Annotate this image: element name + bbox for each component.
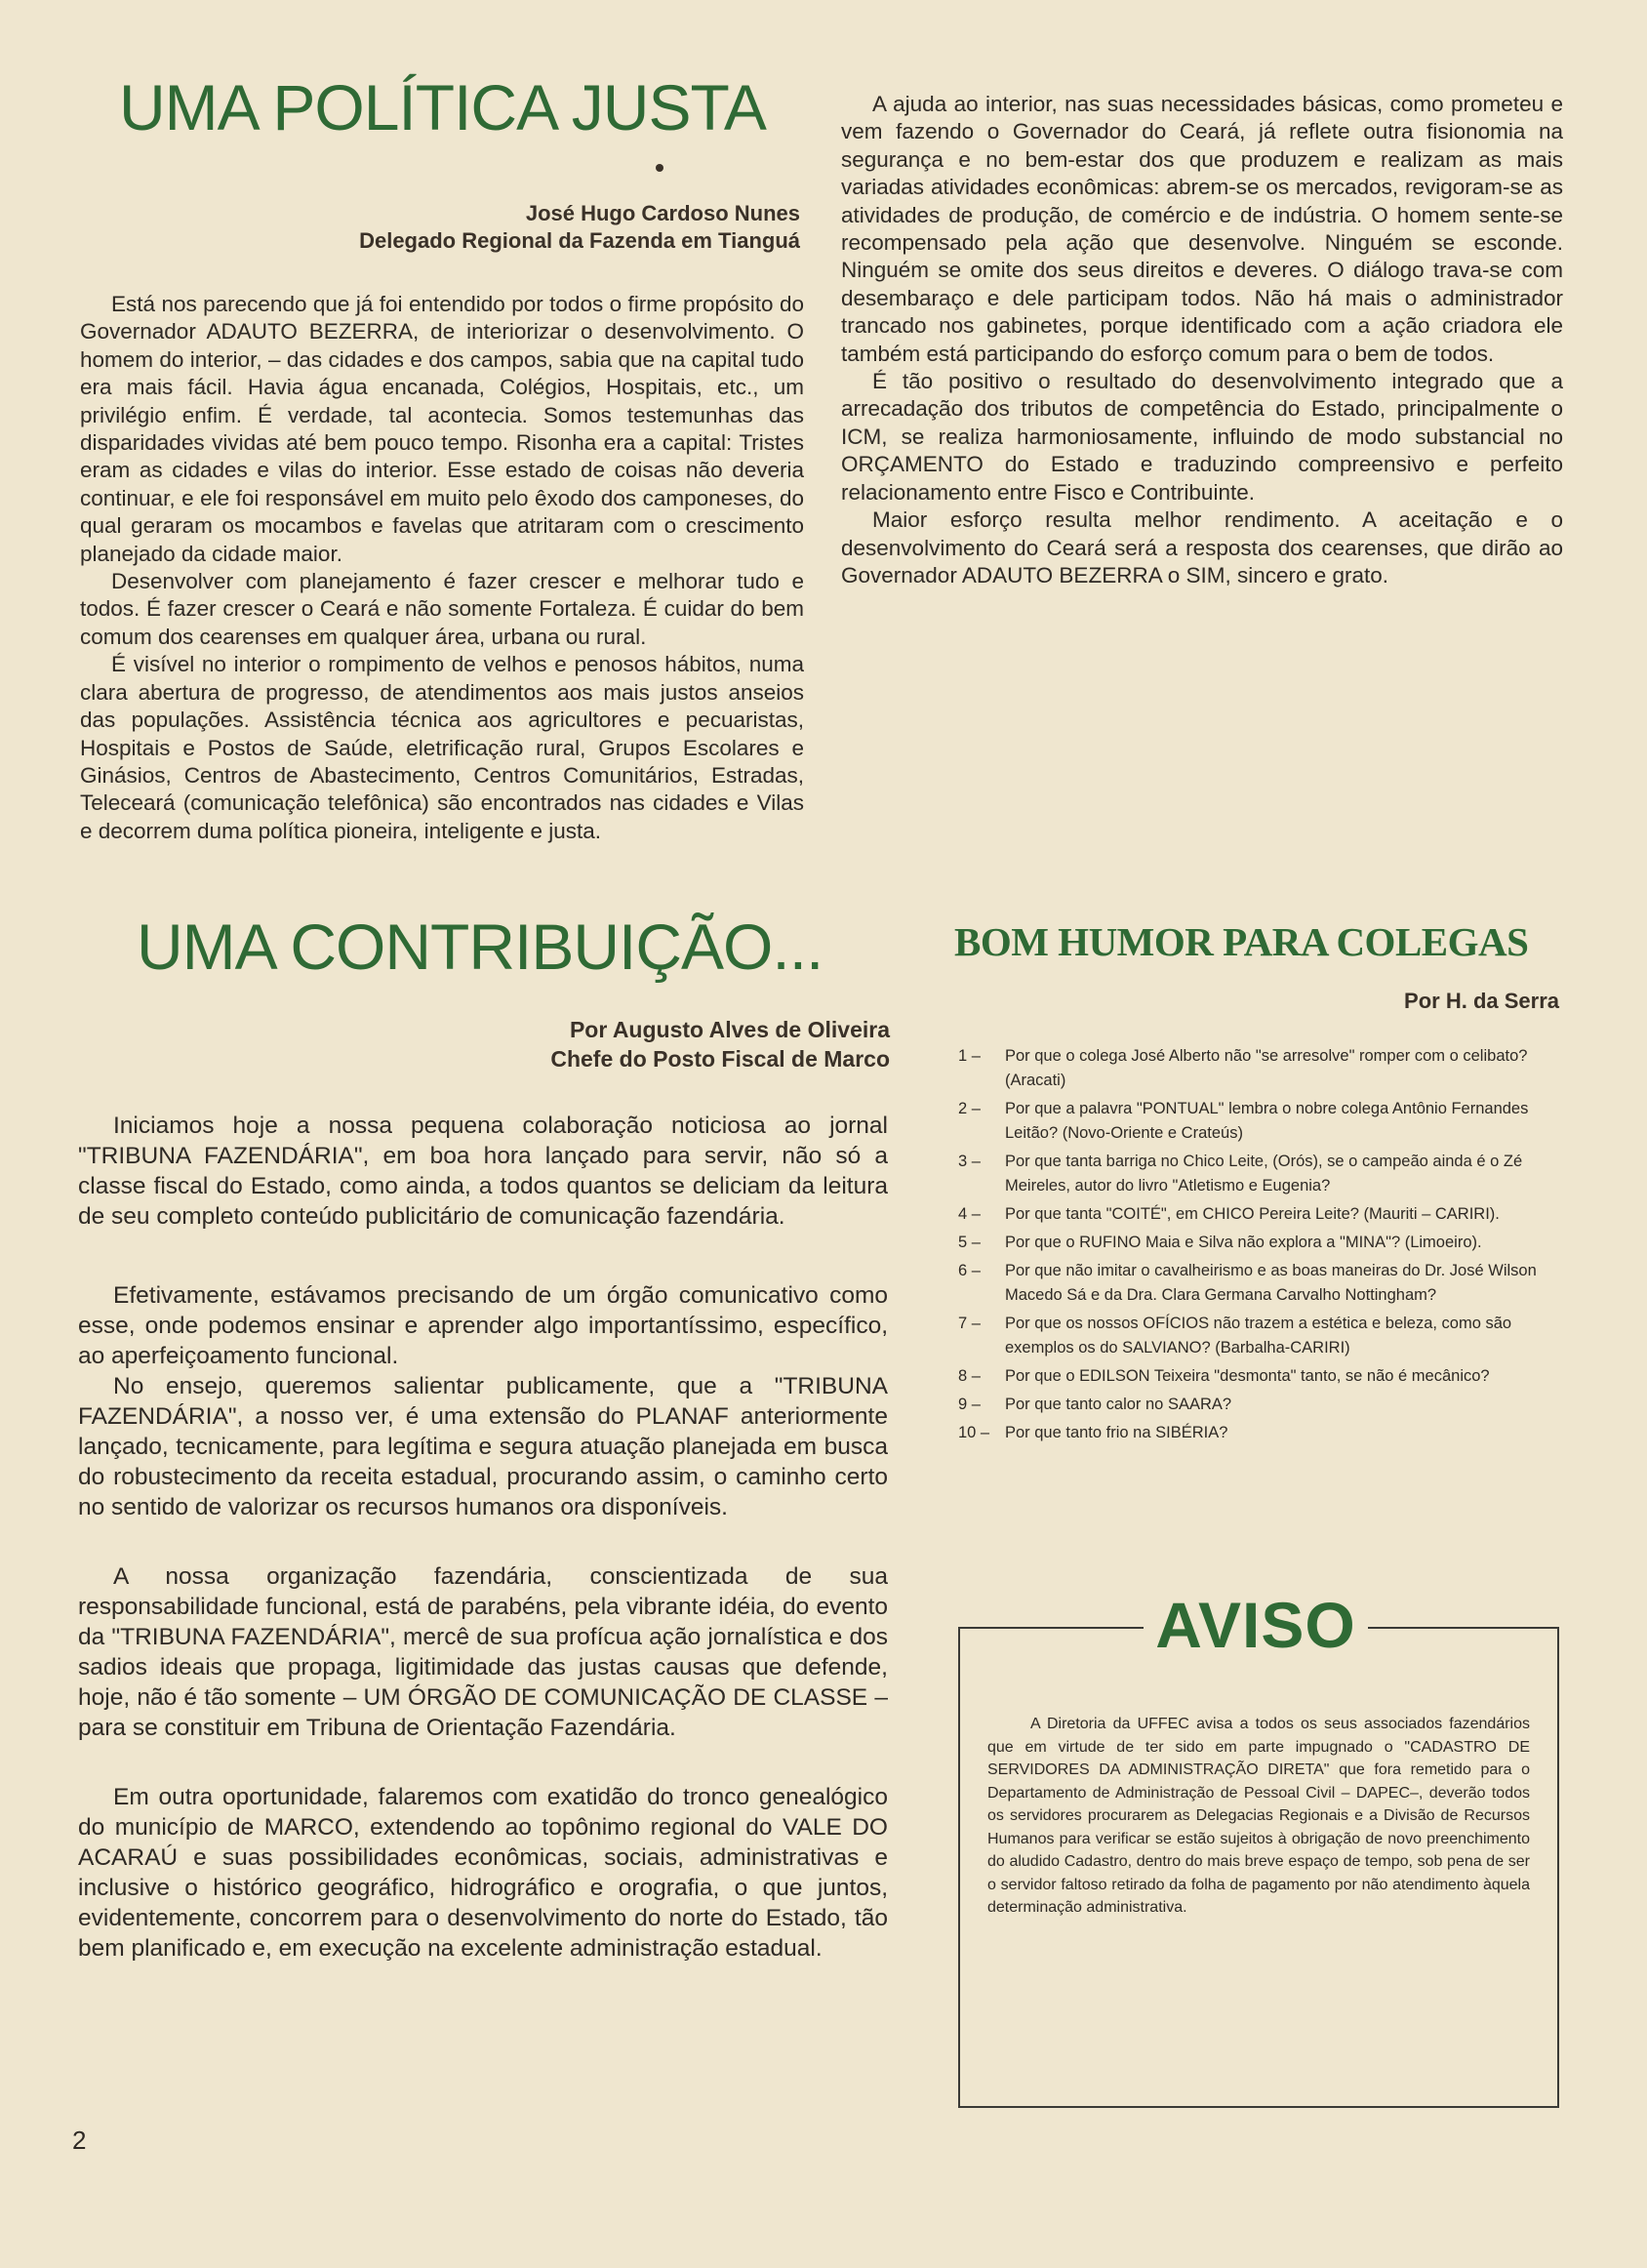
list-item <box>958 1393 1558 1417</box>
list-item-text: Por que o EDILSON Teixeira "desmonta" tanto, se não é mecânico? <box>1005 1367 1490 1385</box>
article1-byline <box>244 200 800 255</box>
list-item-number: 3 – <box>958 1153 981 1170</box>
list-item <box>958 1044 1558 1093</box>
list-item-number: 8 – <box>958 1367 981 1385</box>
list-item-number: 10 – <box>958 1424 990 1441</box>
aviso-text-block <box>987 1713 1530 1920</box>
list-item <box>958 1312 1558 1360</box>
bullet-dot <box>656 164 663 172</box>
list-item <box>958 1202 1558 1227</box>
article1-author: José Hugo Cardoso Nunes <box>525 201 800 225</box>
list-item-text: Por que o colega José Alberto não "se arresolve" romper com o celibato? (Aracati) <box>1005 1047 1528 1089</box>
list-item-number: 5 – <box>958 1234 981 1251</box>
article1-paragraph-5: É tão positivo o resultado do desenvolvimento integrado que a arrecadação dos tributos de competência do Estado, principalmente o ICM, se realiza harmoniosamente, influindo de modo substancial no ORÇAMENTO do Estado e traduzindo compreensivo e perfeito relacionamento entre Fisco e Contribuinte. <box>841 369 1563 505</box>
article1-title: UMA POLÍTICA JUSTA <box>119 71 766 143</box>
list-item-number: 7 – <box>958 1315 981 1332</box>
list-item <box>958 1259 1558 1308</box>
list-item <box>958 1364 1558 1389</box>
list-item-text: Por que os nossos OFÍCIOS não trazem a estética e beleza, como são exemplos os do SALVIANO? (Barbalha-CARIRI) <box>1005 1315 1512 1357</box>
list-item-text: Por que tanta barriga no Chico Leite, (Orós), se o campeão ainda é o Zé Meireles, autor do livro "Atletismo e Eugenia? <box>1005 1153 1523 1195</box>
list-item-text: Por que o RUFINO Maia e Silva não explora a "MINA"? (Limoeiro). <box>1005 1234 1482 1251</box>
list-item <box>958 1231 1558 1255</box>
humor-title: BOM HUMOR PARA COLEGAS <box>954 919 1529 964</box>
article2-paragraph-3: No ensejo, queremos salientar publicamente, que a "TRIBUNA FAZENDÁRIA", a nosso ver, é uma extensão do PLANAF anteriormente lançado, tecnicamente, para legítima e segura atuação planejada em busca do robustecimento da receita estadual, procurando assim, o caminho certo no sentido de valorizar os recursos humanos ora disponíveis. <box>78 1373 888 1520</box>
list-item-number: 2 – <box>958 1100 981 1117</box>
article1-col2 <box>841 91 1563 871</box>
article2-byline <box>341 1015 890 1073</box>
list-item <box>958 1150 1558 1198</box>
article2-paragraph-1: Iniciamos hoje a nossa pequena colaboração noticiosa ao jornal "TRIBUNA FAZENDÁRIA", em boa hora lançado para servir, não só a classe fiscal do Estado, como ainda, a todos quantos se deliciam da leitura de seu completo conteúdo publicitário de comunicação fazendária. <box>78 1113 888 1230</box>
list-item-text: Por que tanta "COITÉ", em CHICO Pereira Leite? (Mauriti – CARIRI). <box>1005 1205 1500 1223</box>
aviso-title: AVISO <box>1155 1589 1356 1661</box>
article2-paragraph-5: Em outra oportunidade, falaremos com exatidão do tronco genealógico do município de MARCO, extendendo ao topônimo regional do VALE DO ACARAÚ e suas possibilidades econômicas, sociais, administrativas e inclusive o histórico geográfico, hidrográfico e orografia, o que juntos, evidentemente, concorrem para o desenvolvimento do norte do Estado, tão bem planificado e, em execução na excelente administração estadual. <box>78 1784 888 1962</box>
humor-list <box>958 1044 1558 1449</box>
list-item-text: Por que tanto calor no SAARA? <box>1005 1396 1232 1413</box>
article1-paragraph-4: A ajuda ao interior, nas suas necessidades básicas, como prometeu e vem fazendo o Governador do Ceará, já reflete outra fisionomia na segurança e no bem-estar dos que produzem e realizam as mais variadas atividades econômicas: abrem-se os mercados, revigoram-se as atividades de produção, de comércio e de indústria. O homem sente-se recompensado pela ação que desenvolve. Ninguém se esconde. Ninguém se omite dos seus direitos e deveres. O diálogo trava-se com desembaraço e dele participam todos. Não há mais o administrador trancado nos gabinetes, porque identificado com a ação criadora ele também está participando do esforço comum para o bem de todos. <box>841 92 1563 366</box>
list-item-text: Por que não imitar o cavalheirismo e as boas maneiras do Dr. José Wilson Macedo Sá e da Dra. Clara Germana Carvalho Nottingham? <box>1005 1262 1537 1304</box>
article1-author-role: Delegado Regional da Fazenda em Tianguá <box>359 228 800 253</box>
humor-author: Por H. da Serra <box>1404 989 1559 1013</box>
article1-col1 <box>80 291 804 869</box>
list-item-number: 4 – <box>958 1205 981 1223</box>
article1-paragraph-1: Está nos parecendo que já foi entendido por todos o firme propósito do Governador ADAUTO BEZERRA, de interiorizar o desenvolvimento. O homem do interior, – das cidades e dos campos, sabia que na capital tudo era mais fácil. Havia água encanada, Colégios, Hospitais, etc., um privilégio enfim. É verdade, tal acontecia. Somos testemunhas das disparidades vividas até bem pouco tempo. Risonha era a capital: Tristes eram as cidades e vilas do interior. Esse estado de coisas não deveria continuar, e ele foi responsável em muito pelo êxodo dos camponeses, do qual geraram os mocambos e favelas que atritaram com o crescimento planejado da cidade maior. <box>80 292 804 566</box>
article2-paragraph-2: Efetivamente, estávamos precisando de um órgão comunicativo como esse, onde podemos ensinar e aprender algo importantíssimo, específico, ao aperfeiçoamento funcional. <box>78 1282 888 1369</box>
list-item <box>958 1097 1558 1146</box>
article1-paragraph-3: É visível no interior o rompimento de velhos e penosos hábitos, numa clara abertura de progresso, de atendimentos aos mais justos anseios das populações. Assistência técnica aos agricultores e pecuaristas, Hospitais e Postos de Saúde, eletrificação rural, Grupos Escolares e Ginásios, Centros de Abastecimento, Centros Comunitários, Estradas, Teleceará (comunicação telefônica) são encontrados nas cidades e Vilas e decorrem duma política pioneira, inteligente e justa. <box>80 652 804 843</box>
article2-title: UMA CONTRIBUIÇÃO... <box>137 911 824 983</box>
page-number: 2 <box>72 2126 87 2155</box>
article2-author-role: Chefe do Posto Fiscal de Marco <box>550 1046 890 1072</box>
article2-paragraph-4: A nossa organização fazendária, conscientizada de sua responsabilidade funcional, está de parabéns, pela vibrante idéia, do evento da "TRIBUNA FAZENDÁRIA", mercê de sua profícua ação jornalística e dos sadios ideais que propaga, ligitimidade das justas causas que defende, hoje, não é tão somente – UM ÓRGÃO DE COMUNICAÇÃO DE CLASSE – para se constituir em Tribuna de Orientação Fazendária. <box>78 1563 888 1741</box>
list-item-text: Por que a palavra "PONTUAL" lembra o nobre colega Antônio Fernandes Leitão? (Novo-Oriente e Crateús) <box>1005 1100 1529 1142</box>
article2-body <box>78 1111 888 1964</box>
article1-paragraph-6: Maior esforço resulta melhor rendimento. A aceitação e o desenvolvimento do Ceará será a resposta dos cearenses, que dirão ao Governador ADAUTO BEZERRA o SIM, sincero e grato. <box>841 507 1563 587</box>
aviso-text: A Diretoria da UFFEC avisa a todos os seus associados fazendários que em virtude de ter sido em parte impugnado o "CADASTRO DE SERVIDORES DA ADMINISTRAÇÃO DIRETA" que fora remetido para o Departamento de Administração de Pessoal Civil – DAPEC–, deverão todos os servidores procurarem as Delegacias Regionais e a Divisão de Recursos Humanos para verificar se estão sujeitos à obrigação de novo preenchimento do aludido Cadastro, dentro do mais breve espaço de tempo, sob pena de ser o servidor faltoso retirado da folha de pagamento por não atendimento àquela determinação administrativa. <box>987 1716 1530 1916</box>
article2-author: Por Augusto Alves de Oliveira <box>569 1017 890 1042</box>
list-item <box>958 1421 1558 1445</box>
list-item-number: 9 – <box>958 1396 981 1413</box>
list-item-text: Por que tanto frio na SIBÉRIA? <box>1005 1424 1228 1441</box>
list-item-number: 6 – <box>958 1262 981 1279</box>
article1-paragraph-2: Desenvolver com planejamento é fazer crescer e melhorar tudo e todos. É fazer crescer o Ceará e não somente Fortaleza. É cuidar do bem comum dos cearenses em qualquer área, urbana ou rural. <box>80 569 804 649</box>
list-item-number: 1 – <box>958 1047 981 1065</box>
